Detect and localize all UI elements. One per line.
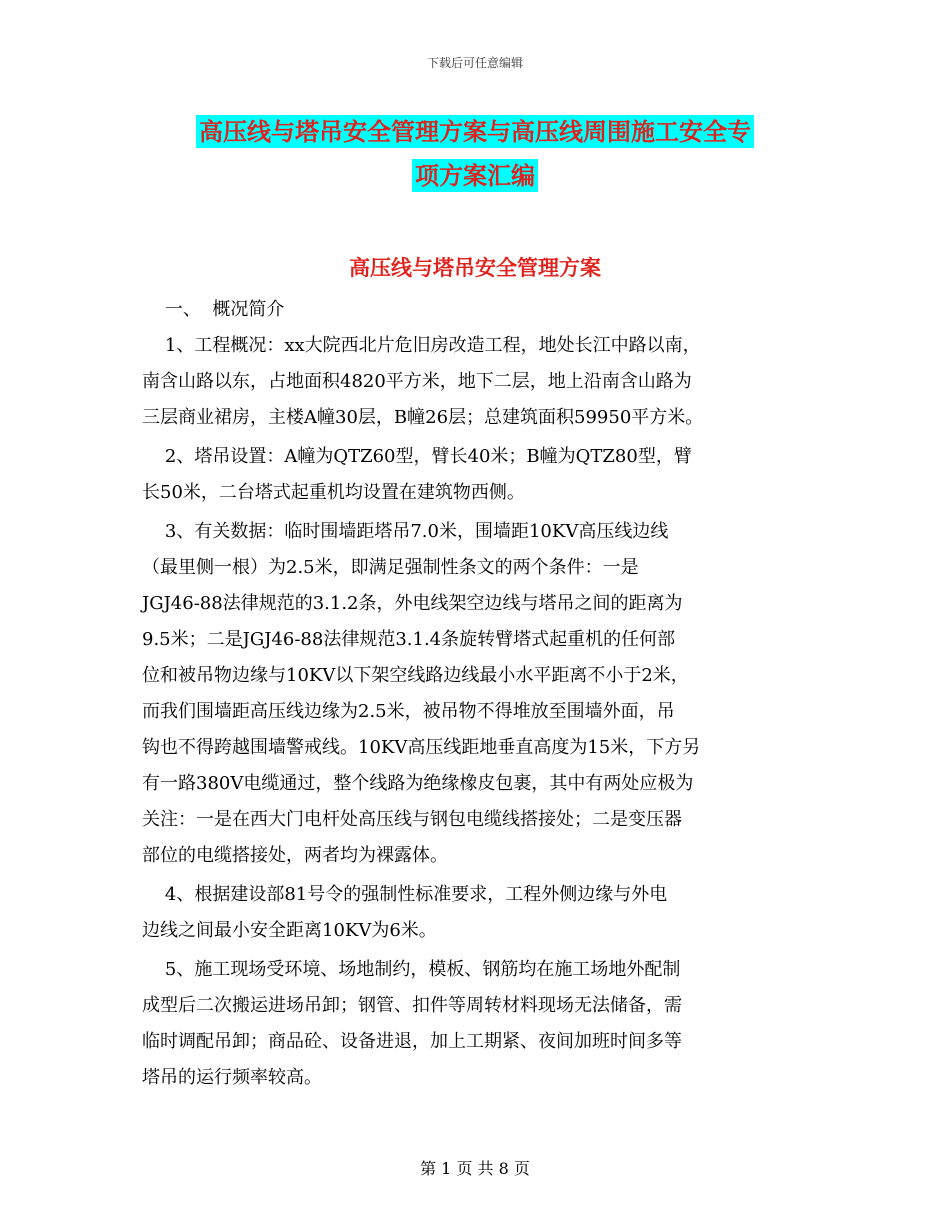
body-line-15: 关注：一是在西大门电杆处高压线与钢包电缆线搭接处；二是变压器 [142, 809, 682, 830]
body-line-1: 一、 概况简介 [142, 299, 285, 320]
body-line-7: 3、有关数据：临时围墙距塔吊7.0米，围墙距10KV高压线边线 [142, 521, 669, 542]
document-title-line-1: 高压线与塔吊安全管理方案与高压线周围施工安全专 [0, 118, 950, 146]
body-line-9: JGJ46-88法律规范的3.1.2条，外电线架空边线与塔吊之间的距离为 [142, 593, 683, 614]
body-line-11: 位和被吊物边缘与10KV以下架空线路边线最小水平距离不小于2米， [142, 665, 689, 686]
page-header: 下载后可任意编辑 [426, 56, 523, 70]
body-line-5: 2、塔吊设置：A幢为QTZ60型，臂长40米；B幢为QTZ80型，臂 [142, 446, 692, 467]
body-line-21: 临时调配吊卸；商品砼、设备进退，加上工期紧、夜间加班时间多等 [142, 1031, 682, 1052]
document-title-line-2: 项方案汇编 [0, 162, 950, 190]
body-line-14: 有一路380V电缆通过，整个线路为绝缘橡皮包裹，其中有两处应极为 [142, 773, 694, 794]
body-line-17: 4、根据建设部81号令的强制性标准要求，工程外侧边缘与外电 [142, 884, 668, 905]
body-line-22: 塔吊的运行频率较高。 [142, 1067, 322, 1088]
body-line-16: 部位的电缆搭接处，两者均为裸露体。 [142, 845, 448, 866]
body-line-3: 南含山路以东，占地面积4820平方米，地下二层，地上沿南含山路为 [142, 371, 692, 392]
body-line-20: 成型后二次搬运进场吊卸；钢管、扣件等周转材料现场无法储备，需 [142, 995, 682, 1016]
body-line-4: 三层商业裙房，主楼A幢30层，B幢26层；总建筑面积59950平方米。 [142, 407, 704, 428]
body-line-13: 钩也不得跨越围墙警戒线。10KV高压线距地垂直高度为15米，下方另 [142, 737, 701, 758]
body-line-2: 1、工程概况：xx大院西北片危旧房改造工程，地处长江中路以南， [142, 335, 701, 356]
body-line-18: 边线之间最小安全距离10KV为6米。 [142, 920, 437, 941]
body-line-6: 长50米，二台塔式起重机均设置在建筑物西侧。 [142, 482, 525, 503]
body-line-8: （最里侧一根）为2.5米，即满足强制性条文的两个条件：一是 [142, 557, 639, 578]
body-line-12: 而我们围墙距高压线边缘为2.5米，被吊物不得堆放至围墙外面，吊 [142, 701, 675, 722]
body-line-19: 5、施工现场受环境、场地制约，模板、钢筋均在施工场地外配制 [142, 959, 681, 980]
body-line-10: 9.5米；二是JGJ46-88法律规范3.1.4条旋转臂塔式起重机的任何部 [142, 629, 676, 650]
page-footer: 第 1 页 共 8 页 [420, 1159, 530, 1178]
section-title: 高压线与塔吊安全管理方案 [349, 255, 601, 280]
